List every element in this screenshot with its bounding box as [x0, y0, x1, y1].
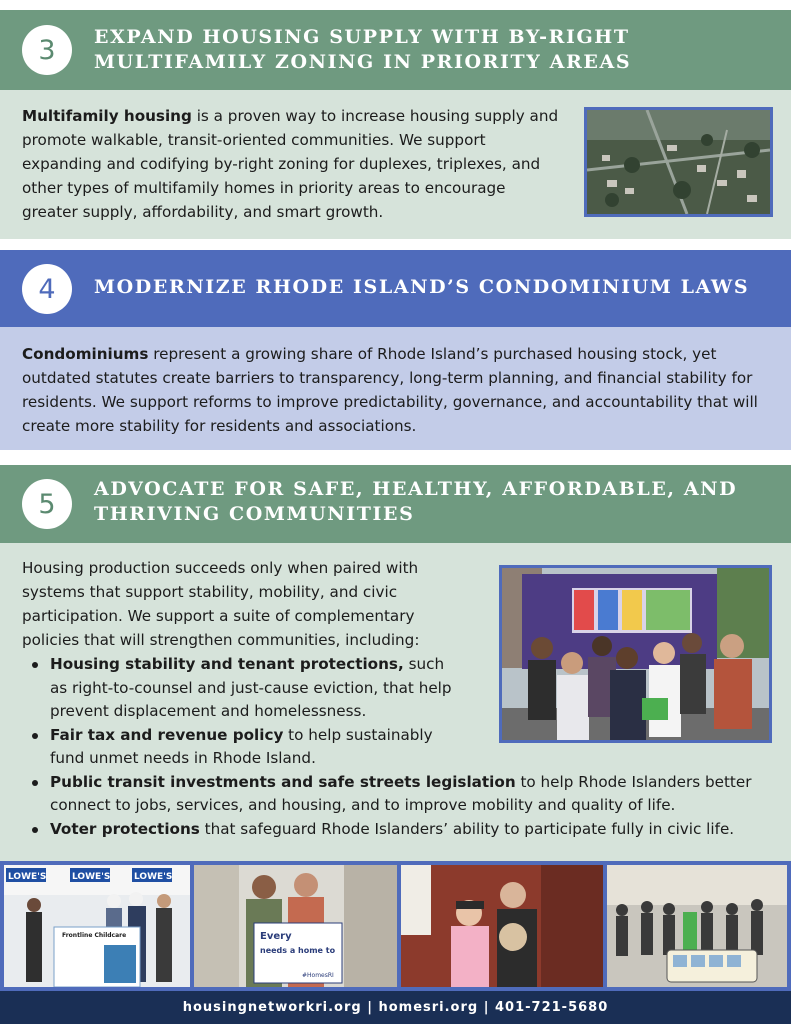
strip-photo-lowes: [4, 865, 190, 987]
bullet-item: [22, 771, 762, 818]
bullet-lead: Public transit investments and safe streets legislation: [50, 772, 516, 791]
sign-hashtag: #HomesRI: [302, 972, 334, 979]
footer-contact: housingnetworkri.org | homesri.org | 401-721-5680: [0, 991, 791, 1024]
lowes-sign: LOWE'S: [72, 872, 111, 882]
section-5-header: [0, 465, 791, 543]
bullet-lead: Voter protections: [50, 819, 200, 838]
section-5-body: [0, 543, 791, 861]
sign-text: needs a home to: [260, 946, 336, 955]
section-3-paragraph: [22, 104, 562, 224]
section-number: 4: [22, 264, 72, 314]
section-4-body: [0, 327, 791, 450]
photo-strip: [0, 861, 791, 991]
bullet-text: to help Rhode Islanders better connect to jobs, services, and housing, and to improve mobility and quality of life.: [50, 772, 752, 814]
policy-bullet-list: [22, 653, 782, 841]
section-3-text: is a proven way to increase housing supply and promote walkable, transit-oriented communities. We support expanding and codifying by-right zoning for duplexes, triplexes, and other types of multifamily homes in priority areas to encourage greater supply, affordability, and smart growth.: [22, 107, 559, 221]
section-4-text: represent a growing share of Rhode Island’s purchased housing stock, yet outdated statutes create barriers to transparency, long-term planning, and financial stability for residents. We support reforms to improve predictability, governance, and accountability that will create more stability for residents and associations.: [22, 345, 758, 435]
bullet-text: that safeguard Rhode Islanders’ ability to participate fully in civic life.: [199, 819, 735, 838]
strip-photo-group: [607, 865, 787, 987]
section-title: MODERNIZE RHODE ISLAND’S CONDOMINIUM LAWS: [94, 276, 750, 298]
section-3-body: [0, 90, 791, 239]
lowes-sign: LOWE'S: [8, 872, 47, 882]
section-number: 5: [22, 479, 72, 529]
bullet-item: [22, 653, 452, 724]
section-3-lead: Multifamily housing: [22, 107, 192, 125]
aerial-neighborhood-photo: [584, 107, 773, 217]
lowes-sign: LOWE'S: [134, 872, 173, 882]
section-number: 3: [22, 25, 72, 75]
bullet-item: [22, 818, 762, 842]
strip-photo-dog: [401, 865, 603, 987]
sign-text: Every: [260, 931, 292, 942]
bullet-item: [22, 724, 452, 771]
strip-photo-sign: [194, 865, 397, 987]
section-5-intro: Housing production succeeds only when paired with systems that support stability, mobility, and civic participation. We support a suite of complementary policies that will strengthen communities, including:: [22, 559, 420, 649]
bullet-text: such as right-to-counsel and just-cause eviction, that help prevent displacement and homelessness.: [50, 655, 452, 720]
section-3-header: [0, 10, 791, 90]
bullet-lead: Housing stability and tenant protections,: [50, 655, 404, 673]
frontline-sign: Frontline Childcare: [62, 932, 127, 939]
bullet-lead: Fair tax and revenue policy: [50, 725, 284, 744]
section-4-lead: Condominiums: [22, 345, 149, 363]
section-title: ADVOCATE FOR SAFE, HEALTHY, AFFORDABLE, AND THRIVING COMMUNITIES: [94, 478, 738, 525]
bullet-text: to help sustainably fund unmet needs in Rhode Island.: [50, 725, 433, 767]
section-4-header: [0, 250, 791, 327]
section-4-paragraph: [22, 342, 772, 438]
section-title: EXPAND HOUSING SUPPLY WITH BY-RIGHT MULTIFAMILY ZONING IN PRIORITY AREAS: [94, 26, 632, 73]
